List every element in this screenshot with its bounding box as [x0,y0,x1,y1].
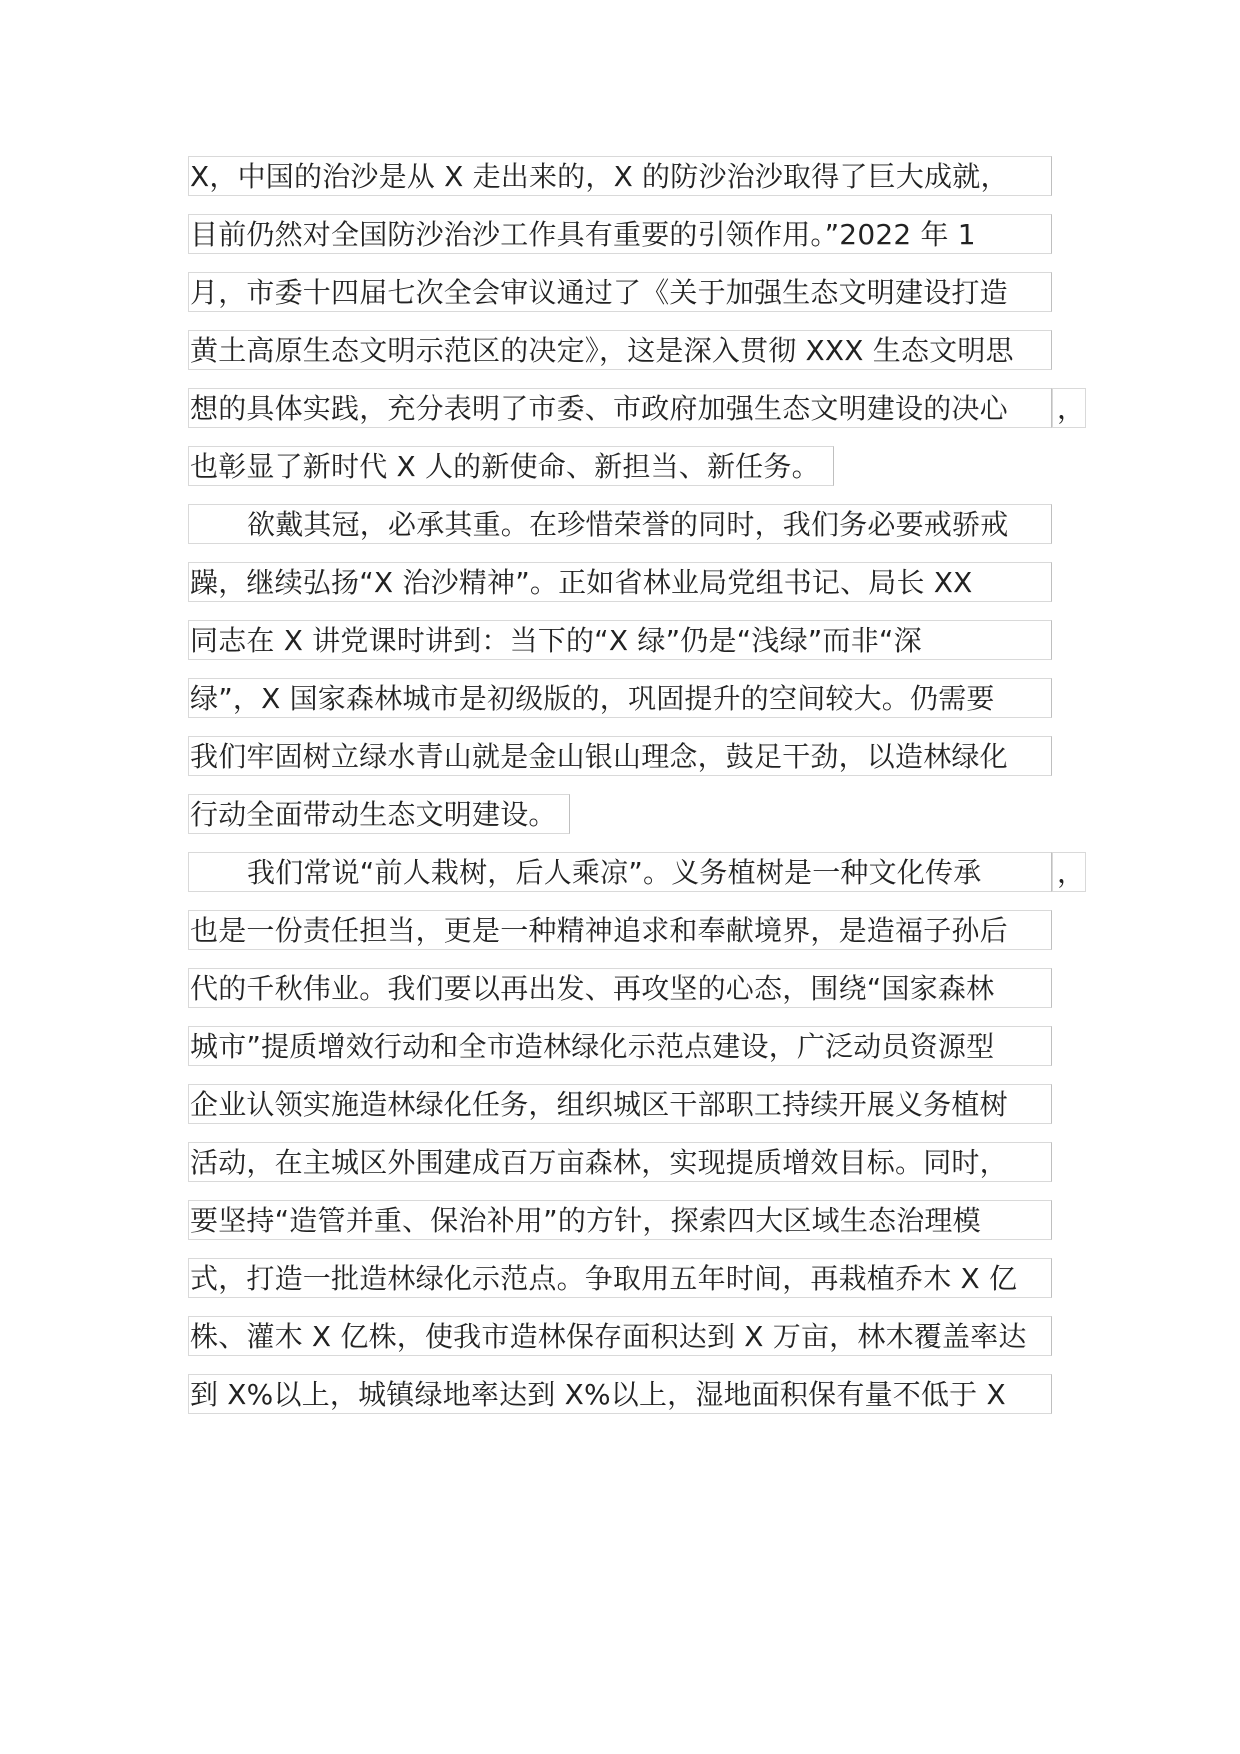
text-line: 式，打造一批造林绿化示范点。争取用五年时间，再栽植乔木 X 亿 [188,1258,1052,1298]
text-line: 要坚持“造管并重、保治补用”的方针，探索四大区域生态治理模 [188,1200,1052,1240]
text-line: 月，市委十四届七次全会审议通过了《关于加强生态文明建设打造 [188,272,1052,312]
text-line: 也是一份责任担当，更是一种精神追求和奉献境界，是造福子孙后 [188,910,1052,950]
text-line-paragraph-start: 欲戴其冠，必承其重。在珍惜荣誉的同时，我们务必要戒骄戒 [188,504,1052,544]
text-line: 株、灌木 X 亿株，使我市造林保存面积达到 X 万亩，林木覆盖率达 [188,1316,1052,1356]
text-line-paragraph-start: 我们常说“前人栽树，后人乘凉”。义务植树是一种文化传承 [188,852,1052,892]
text-line: 目前仍然对全国防沙治沙工作具有重要的引领作用。”2022 年 1 [188,214,1052,254]
text-line: X，中国的治沙是从 X 走出来的，X 的防沙治沙取得了巨大成就， [188,156,1052,196]
text-line: 我们牢固树立绿水青山就是金山银山理念，鼓足干劲，以造林绿化 [188,736,1052,776]
text-line: 代的千秋伟业。我们要以再出发、再攻坚的心态，围绕“国家森林 [188,968,1052,1008]
text-line: 绿”，X 国家森林城市是初级版的，巩固提升的空间较大。仍需要 [188,678,1052,718]
text-line: 企业认领实施造林绿化任务，组织城区干部职工持续开展义务植树 [188,1084,1052,1124]
text-line: 也彰显了新时代 X 人的新使命、新担当、新任务。 [188,446,834,486]
text-line: 同志在 X 讲党课时讲到：当下的“X 绿”仍是“浅绿”而非“深 [188,620,1052,660]
text-line: 到 X%以上，城镇绿地率达到 X%以上，湿地面积保有量不低于 X [188,1374,1052,1414]
text-line: 活动，在主城区外围建成百万亩森林，实现提质增效目标。同时， [188,1142,1052,1182]
text-line-trailing-punctuation: ， [1052,388,1086,428]
text-line: 黄土高原生态文明示范区的决定》，这是深入贯彻 XXX 生态文明思 [188,330,1052,370]
text-line: 想的具体实践，充分表明了市委、市政府加强生态文明建设的决心 [188,388,1052,428]
text-line-trailing-punctuation: ， [1052,852,1086,892]
text-line: 城市”提质增效行动和全市造林绿化示范点建设，广泛动员资源型 [188,1026,1052,1066]
text-line: 躁，继续弘扬“X 治沙精神”。正如省林业局党组书记、局长 XX [188,562,1052,602]
text-line: 行动全面带动生态文明建设。 [188,794,570,834]
